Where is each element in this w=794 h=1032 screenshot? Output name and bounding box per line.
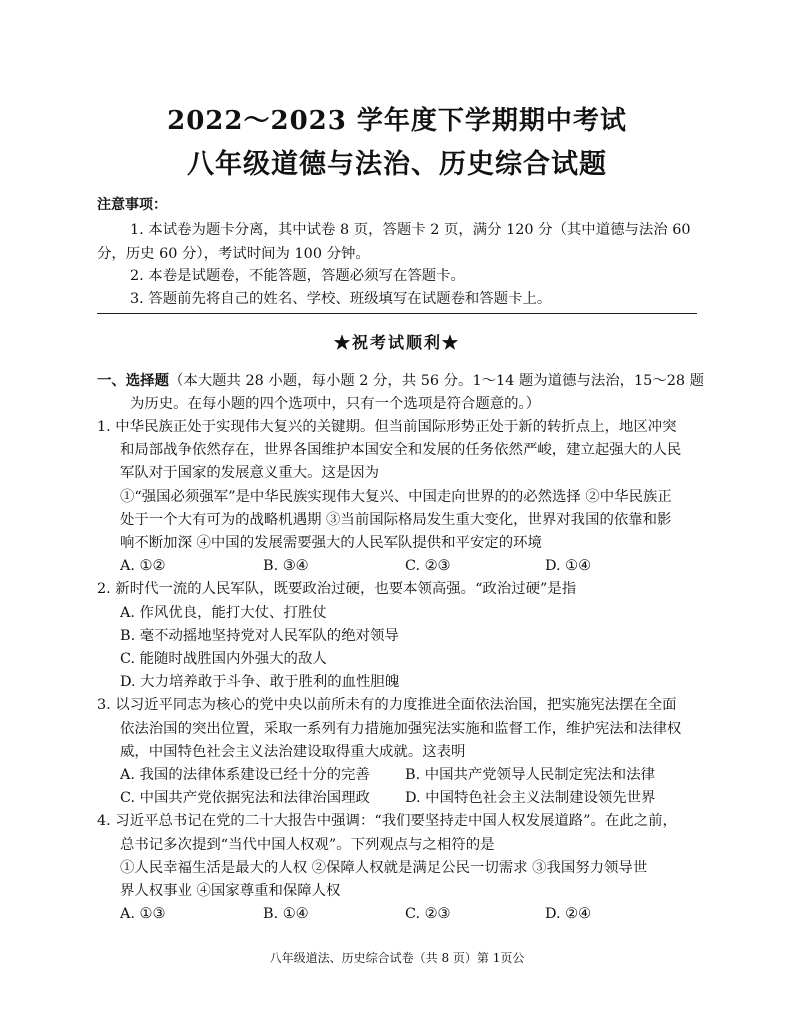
notice-line: 3. 答题前先将自己的姓名、学校、班级填写在试题卷和答题卡上。 [130, 291, 552, 307]
question-text: 和局部战争依然存在，世界各国维护本国安全和发展的任务依然严峻，建立起强大的人民 [120, 442, 682, 458]
question-text: 1. 中华民族正处于实现伟大复兴的关键期。但当前国际形势正处于新的转折点上，地区冲突 [97, 419, 677, 435]
option-b: B. 中国共产党领导人民制定宪法和法律 [405, 767, 655, 783]
section-desc: （本大题共 28 小题，每小题 2 分，共 56 分。1～14 题为道德与法治，15～28 题 [168, 373, 704, 389]
option-d: D. ②④ [545, 906, 591, 922]
option-a: A. ①② [120, 558, 166, 574]
notice-line: 分，历史 60 分），考试时间为 100 分钟。 [97, 246, 370, 262]
option-c: C. 中国共产党依据宪法和法律治国理政 [120, 790, 370, 806]
option-d: D. ①④ [545, 558, 591, 574]
question-text: 威，中国特色社会主义法治建设取得重大成就。这表明 [120, 744, 466, 760]
option-c: C. ②③ [405, 906, 451, 922]
option-d: D. 中国特色社会主义法制建设领先世界 [405, 790, 656, 806]
question-text: 军队对于国家的发展意义重大。这是因为 [120, 465, 380, 481]
section-label: 一、选择题 [97, 373, 169, 389]
question-text: 2. 新时代一流的人民军队，既要政治过硬，也要本领高强。“政治过硬”是指 [97, 581, 577, 597]
option-c: C. ②③ [405, 558, 451, 574]
exam-subtitle: 八年级道德与法治、历史综合试题 [187, 149, 607, 180]
question-text: 4. 习近平总书记在党的二十大报告中强调：“我们要坚持走中国人权发展道路”。在此之前， [97, 813, 677, 829]
option-c: C. 能随时战胜国内外强大的敌人 [120, 651, 327, 667]
option-b: B. ③④ [263, 558, 309, 574]
question-text: 总书记多次提到“当代中国人权观”。下列观点与之相符的是 [120, 837, 495, 853]
notice-line: 1. 本试卷为题卡分离，其中试卷 8 页，答题卡 2 页，满分 120 分（其中道德与法治 60 [130, 222, 691, 238]
section-desc-cont: 为历史。在每小题的四个选项中，只有一个选项是符合题意的。） [130, 396, 541, 412]
option-a: A. 我国的法律体系建设已经十分的完善 [120, 767, 370, 783]
page-footer: 八年级道法、历史综合试卷（共 8 页）第 1页公 [269, 951, 525, 965]
question-statement: ①人民幸福生活是最大的人权 ②保障人权就是满足公民一切需求 ③我国努力领导世 [120, 860, 648, 876]
exam-title: 2022～2023 学年度下学期期中考试 [167, 106, 627, 136]
question-text: 依法治国的突出位置，采取一系列有力措施加强宪法实施和监督工作，维护宪法和法律权 [120, 721, 682, 737]
good-luck-banner: ★祝考试顺利★ [333, 333, 460, 352]
divider [97, 313, 697, 314]
question-statement: 界人权事业 ④国家尊重和保障人权 [120, 883, 341, 899]
option-b: B. 毫不动摇地坚持党对人民军队的绝对领导 [120, 628, 399, 644]
question-statement: ①“强国必须强军”是中华民族实现伟大复兴、中国走向世界的的必然选择 ②中华民族正 [120, 489, 672, 505]
notice-heading: 注意事项： [97, 197, 167, 213]
option-a: A. ①③ [120, 906, 166, 922]
question-statement: 响不断加深 ④中国的发展需要强大的人民军队提供和平安定的环境 [120, 535, 542, 551]
section-header [97, 372, 704, 390]
question-statement: 处于一个大有可为的战略机遇期 ③当前国际格局发生重大变化，世界对我国的依靠和影 [120, 512, 672, 528]
option-d: D. 大力培养敢于斗争、敢于胜利的血性胆魄 [120, 674, 400, 690]
notice-line: 2. 本卷是试题卷，不能答题，答题必须写在答题卡。 [130, 268, 465, 284]
question-text: 3. 以习近平同志为核心的党中央以前所未有的力度推进全面依法治国，把实施宪法摆在全面 [97, 697, 677, 713]
option-a: A. 作风优良，能打大仗、打胜仗 [120, 605, 327, 621]
option-b: B. ①④ [263, 906, 309, 922]
